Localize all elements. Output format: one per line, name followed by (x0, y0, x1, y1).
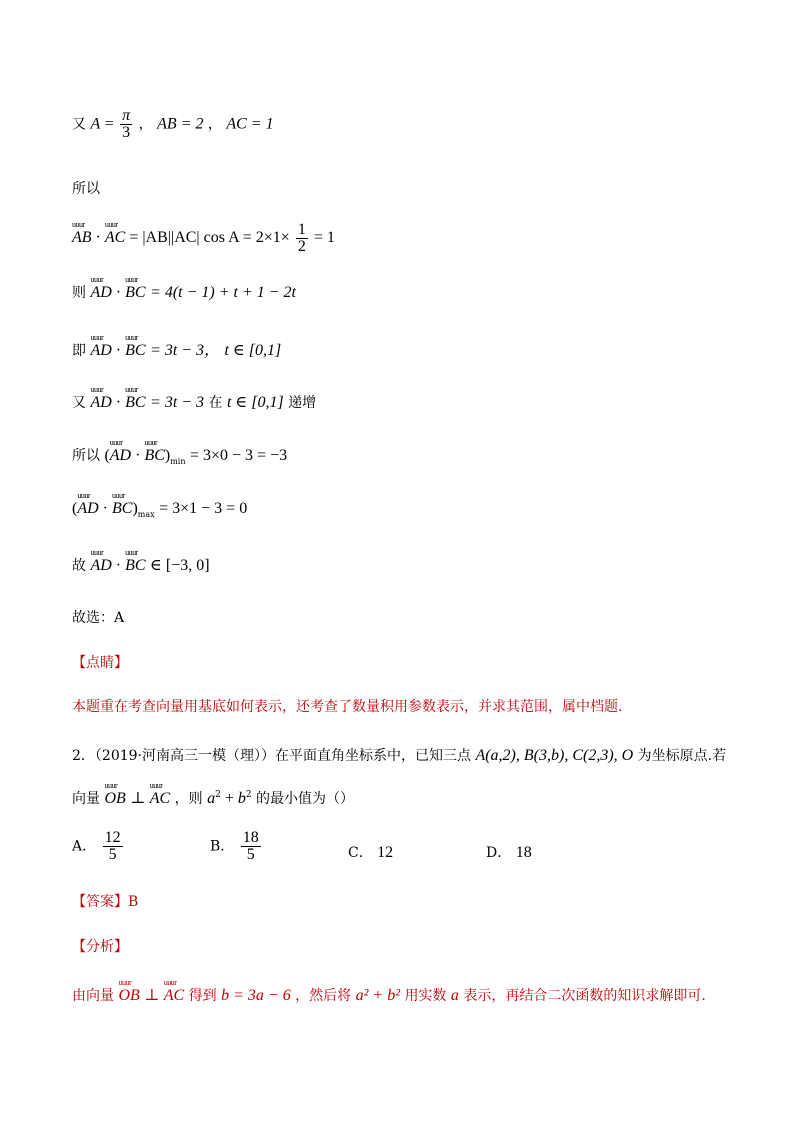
option-a: A． $\frac{12}{5}$ (72, 829, 121, 863)
text: 又 (72, 116, 86, 133)
line-conclusion: 故 uuur AD · uuur BC ∈ [−3, 0] (72, 555, 210, 575)
math-points: A(a,2), B(3,b), C(2,3), O (475, 747, 634, 764)
heading-dianjing: 【点睛】 (72, 655, 128, 671)
line-therefore: 所以 (72, 181, 100, 197)
vector-ab: uuur AB (72, 229, 92, 247)
dianjing-text: 本题重在考查向量用基底如何表示，还考查了数量积用参数表示，并求其范围，属中档题. (72, 699, 623, 715)
math-ab: AB = 2 (157, 115, 204, 133)
vector-ob: uuur OB (104, 790, 125, 808)
line-choice: 故选：A (72, 610, 125, 626)
line-i-e: 即 uuur AD · uuur BC = 3t − 3， t ∈ [0,1] (72, 337, 281, 360)
fraction-pi-over-3: $\frac{\pi}{3}$ (122, 107, 131, 141)
line-min: 所以 (uuur AD · uuur $BC)_{min} = 3\times 0 - 3 = -3$ (72, 445, 287, 466)
heading-answer: 【答案】 (72, 894, 128, 910)
analysis-text: 由向量 uuur OB ⊥ uuur AC 得到 b = 3a − 6 ，然后将 a² + b² 用实数 a 表示，再结合二次函数的知识求解即可. (72, 985, 706, 1005)
heading-analysis: 【分析】 (72, 939, 128, 955)
vector-ac: uuur AC (105, 229, 125, 247)
math-var: A (90, 115, 101, 133)
answer-value: B (128, 894, 139, 910)
option-c: C． 12 (348, 844, 394, 861)
line-dot-product: uuur AB · uuur AC = |AB||AC| cos A = 2×1× $\frac{1}{2}$ = 1 (72, 222, 335, 255)
answer-line (72, 891, 138, 911)
question-2-line1: 2．（2019·河南高三一模（理））在平面直角坐标系中，已知三点 A(a,2), B(3,b), C(2,3), O 为坐标原点.若 (72, 747, 727, 764)
vector-bc: uuur BC (125, 284, 145, 302)
vector-ac: uuur AC (150, 790, 170, 808)
option-d: D． 18 (486, 844, 532, 861)
option-b: B． $\frac{18}{5}$ (210, 829, 259, 863)
line-given-angle: 又 A = $\frac{\pi}{3}$ ， AB = 2 ， AC = 1 (72, 107, 274, 141)
question-2-line2: 向量 uuur OB ⊥ uuur AC ，则 $a^2 + b^2$ 的最小值为（） (72, 788, 354, 808)
fraction-half: $\frac{1}{2}$ (297, 221, 306, 255)
line-max: (uuur AD · uuur $BC)_{max} = 3\times 1 - 3 = 0$ (72, 500, 247, 519)
line-then: 则 uuur AD · uuur BC = 4(t − 1) + t + 1 − 2t (72, 282, 296, 302)
math-ac: AC = 1 (226, 115, 274, 133)
vector-ad: uuur AD (90, 284, 111, 302)
math-eq: = (104, 115, 114, 133)
line-increasing: 又 uuur AD · uuur BC = 3t − 3 在 t ∈ [0,1] 递增 (72, 392, 316, 412)
